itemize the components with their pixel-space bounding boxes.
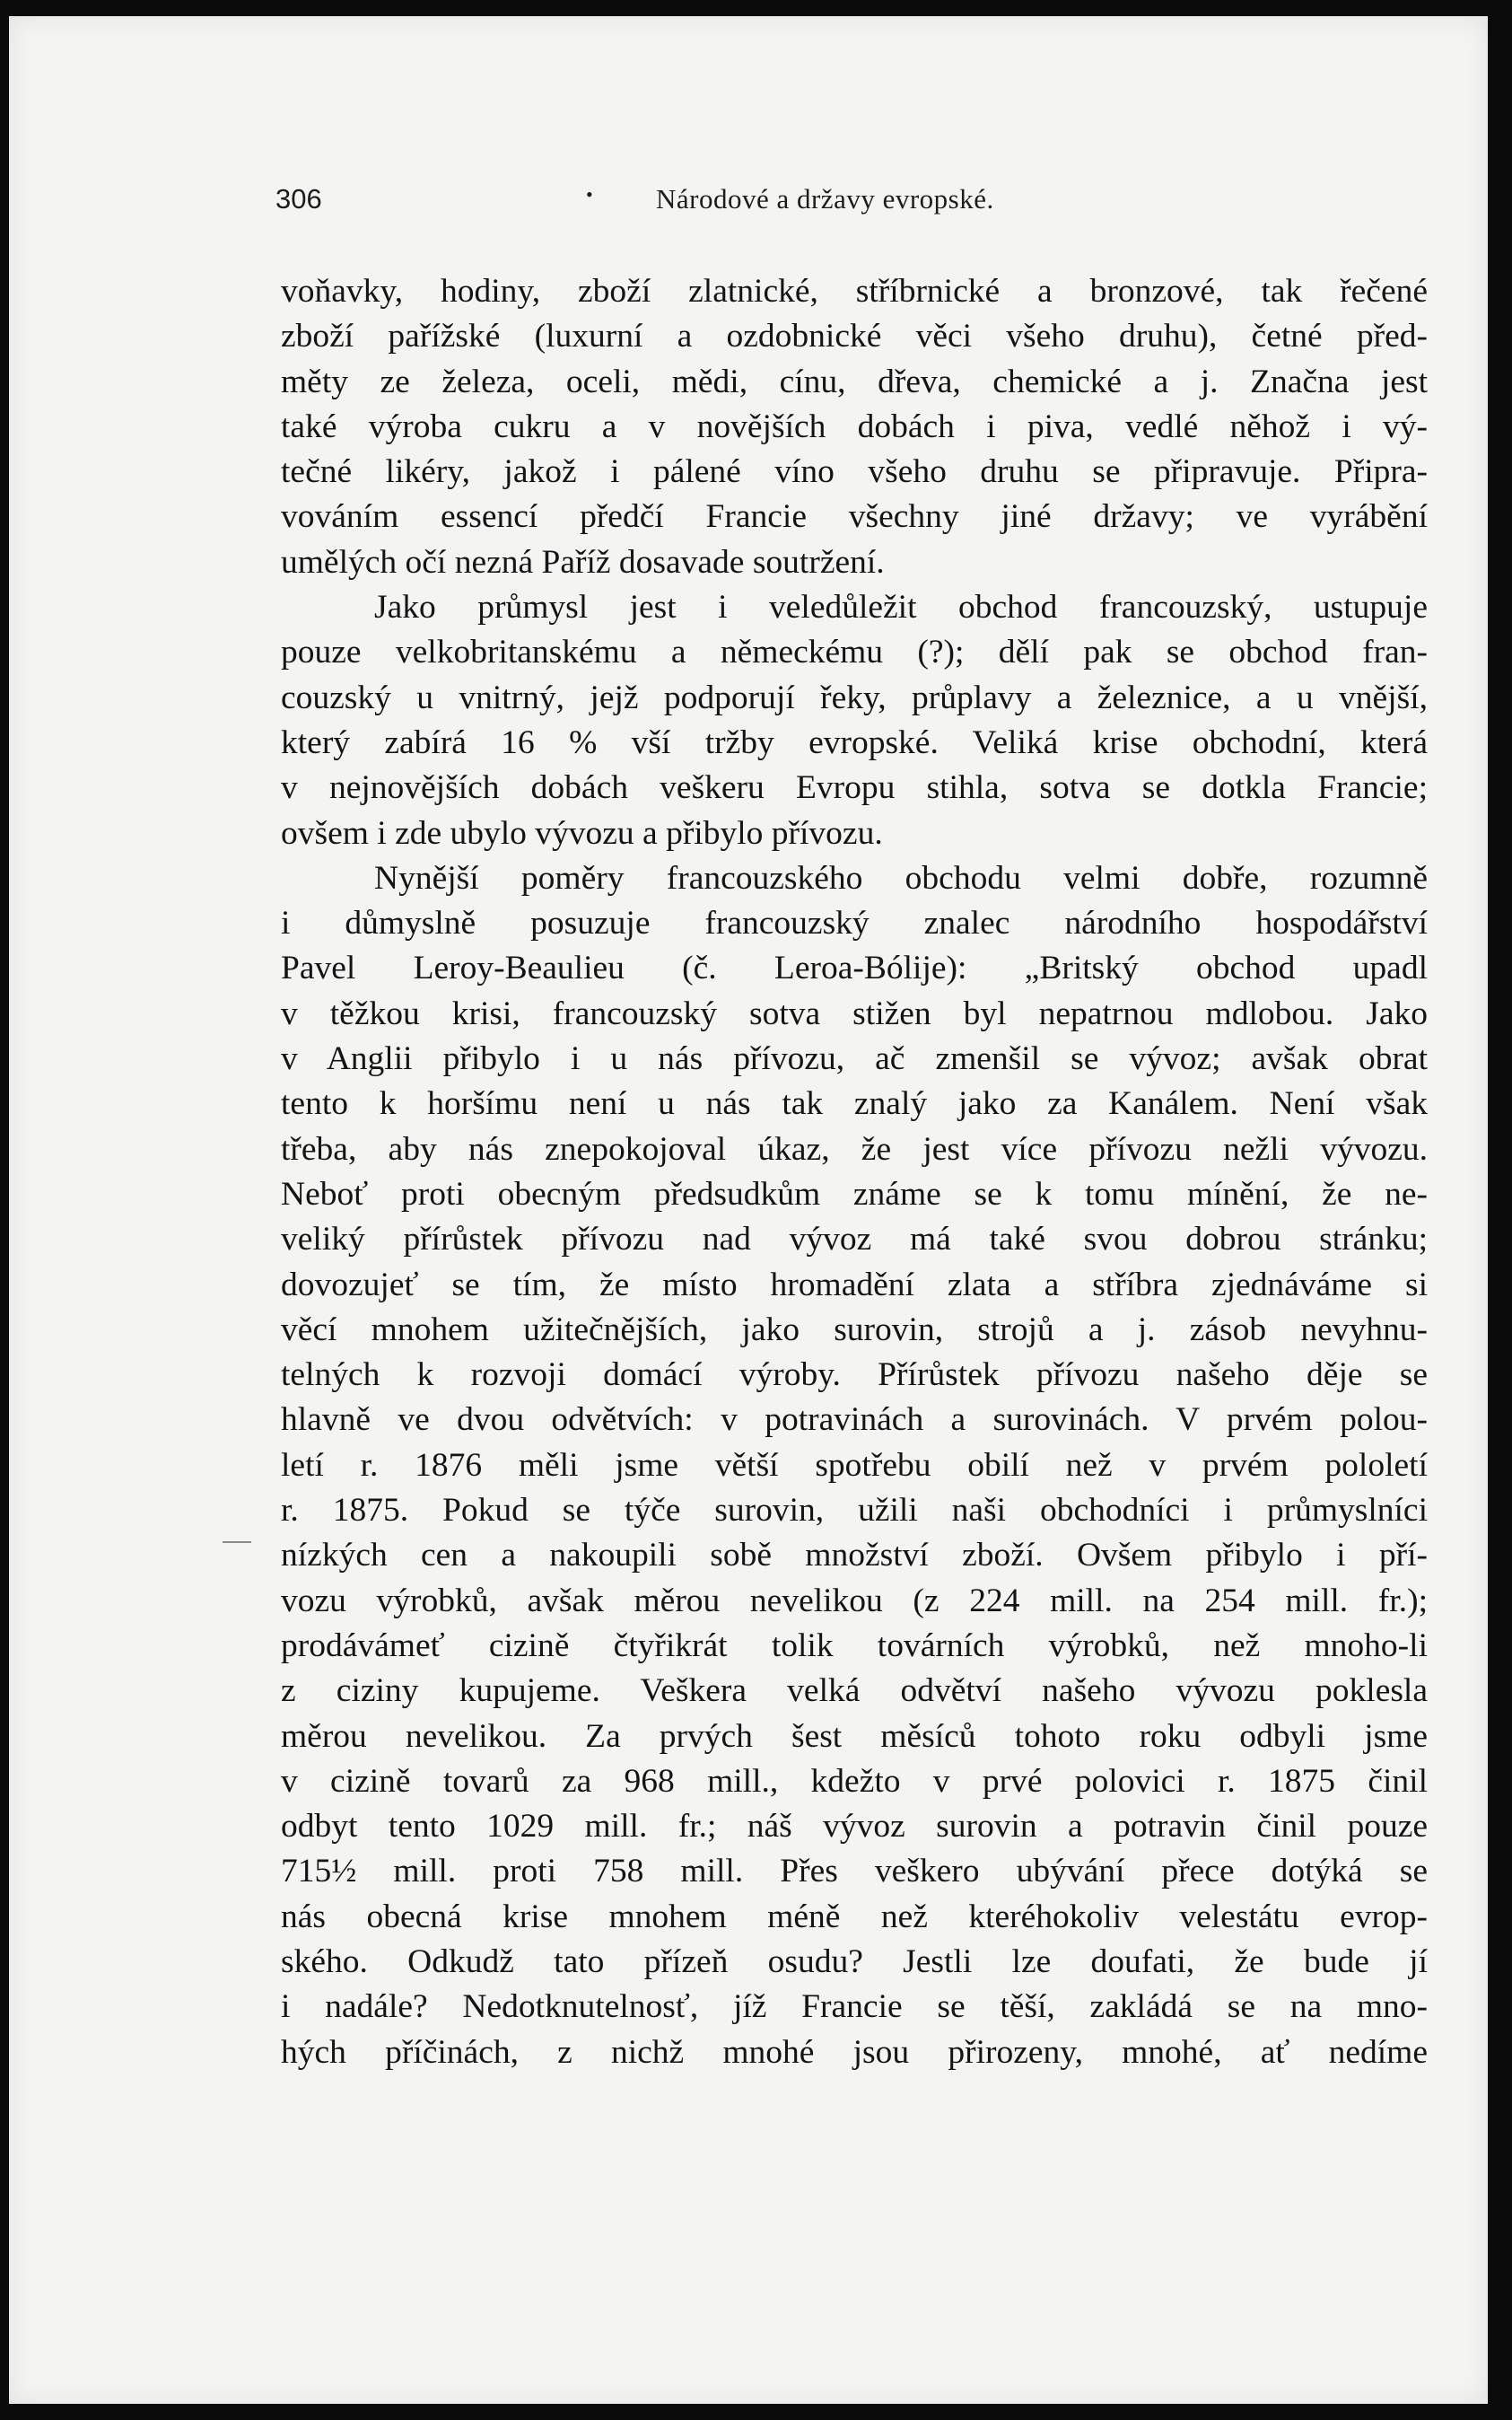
- text-line: telných k rozvoji domácí výroby. Přírůstek přívozu našeho děje se: [281, 1356, 1428, 1394]
- text-line: z ciziny kupujeme. Veškera velká odvětví našeho vývozu poklesla: [281, 1672, 1428, 1710]
- text-line: v těžkou krisi, francouzský sotva stižen byl nepatrnou mdlobou. Jako: [281, 995, 1428, 1032]
- text-line: veliký přírůstek přívozu nad vývoz má také svou dobrou stránku;: [281, 1221, 1428, 1258]
- text-line: v Anglii přibylo i u nás přívozu, ač zmenšil se vývoz; avšak obrat: [281, 1040, 1428, 1078]
- text-line: letí r. 1876 měli jsme větší spotřebu obilí než v prvém pololetí: [281, 1446, 1428, 1484]
- text-line: Neboť proti obecným předsudkům známe se k tomu mínění, že ne-: [281, 1175, 1428, 1213]
- text-line: voňavky, hodiny, zboží zlatnické, stříbrnické a bronzové, tak řečené: [281, 273, 1428, 310]
- text-line: ského. Odkudž tato přízeň osudu? Jestli lze doufati, že bude jí: [281, 1942, 1428, 1980]
- text-line: umělých očí nezná Paříž dosavade soutržení.: [281, 543, 885, 581]
- text-line: měty ze železa, oceli, mědi, cínu, dřeva, chemické a j. Značna jest: [281, 363, 1428, 400]
- margin-mark: [223, 1541, 251, 1543]
- text-line: i nadále? Nedotknutelnosť, jíž Francie se těší, zakládá se na mno-: [281, 1988, 1428, 2026]
- page-number: 306: [275, 183, 322, 215]
- text-line: Pavel Leroy-Beaulieu (č. Leroa-Bólije): „Britský obchod upadl: [281, 950, 1428, 987]
- text-line: dovozujeť se tím, že místo hromadění zlata a stříbra zjednáváme si: [281, 1266, 1428, 1303]
- text-line: prodávámeť cizině čtyřikrát tolik továrních výrobků, než mnoho-li: [281, 1626, 1428, 1664]
- text-line: odbyt tento 1029 mill. fr.; náš vývoz surovin a potravin činil pouze: [281, 1808, 1428, 1846]
- text-line: r. 1875. Pokud se týče surovin, užili naši obchodníci i průmyslníci: [281, 1492, 1428, 1530]
- body-text: [281, 269, 1428, 2075]
- header-mark: •: [586, 183, 593, 206]
- running-title: Národové a državy evropské.: [656, 183, 994, 215]
- text-line: také výroba cukru a v novějších dobách i piva, vedlé něhož i vý-: [281, 408, 1428, 445]
- text-line: v cizině tovarů za 968 mill., kdežto v prvé polovici r. 1875 činil: [281, 1762, 1428, 1800]
- text-line: třeba, aby nás znepokojoval úkaz, že jest více přívozu nežli vývozu.: [281, 1130, 1428, 1168]
- text-line: měrou nevelikou. Za prvých šest měsíců tohoto roku odbyli jsme: [281, 1717, 1428, 1755]
- text-line: 715½ mill. proti 758 mill. Přes veškero ubývání přece dotýká se: [281, 1853, 1428, 1890]
- text-line: nízkých cen a nakoupili sobě množství zboží. Ovšem přibylo i pří-: [281, 1537, 1428, 1574]
- page-header: [275, 183, 1065, 223]
- text-line: tento k horšímu není u nás tak znalý jako za Kanálem. Není však: [281, 1085, 1428, 1123]
- text-line: hlavně ve dvou odvětvích: v potravinách a surovinách. V prvém polou-: [281, 1401, 1428, 1439]
- text-line: i důmyslně posuzuje francouzský znalec národního hospodářství: [281, 905, 1428, 943]
- text-line: ovšem i zde ubylo vývozu a přibylo přívozu.: [281, 814, 883, 852]
- text-line: zboží pařížské (luxurní a ozdobnické věci všeho druhu), četné před-: [281, 318, 1428, 355]
- text-line: couzský u vnitrný, jejž podporují řeky, průplavy a železnice, a u vnější,: [281, 679, 1428, 716]
- text-line: tečné likéry, jakož i pálené víno všeho druhu se připravuje. Připra-: [281, 453, 1428, 491]
- text-line: nás obecná krise mnohem méně než kteréhokoliv velestátu evrop-: [281, 1898, 1428, 1935]
- text-line: hých příčinách, z nichž mnohé jsou přirozeny, mnohé, ať nedíme: [281, 2033, 1428, 2071]
- text-line: pouze velkobritanskému a německému (?); dělí pak se obchod fran-: [281, 634, 1428, 671]
- text-line: vozu výrobků, avšak měrou nevelikou (z 224 mill. na 254 mill. fr.);: [281, 1582, 1428, 1619]
- text-line: který zabírá 16 % vší tržby evropské. Veliká krise obchodní, která: [281, 723, 1428, 761]
- text-line: Nynější poměry francouzského obchodu velmi dobře, rozumně: [374, 859, 1428, 897]
- text-line: Jako průmysl jest i veledůležit obchod francouzský, ustupuje: [374, 589, 1428, 627]
- text-line: věcí mnohem užitečnějších, jako surovin, strojů a j. zásob nevyhnu-: [281, 1311, 1428, 1348]
- text-line: v nejnovějších dobách veškeru Evropu stihla, sotva se dotkla Francie;: [281, 769, 1428, 807]
- text-line: vováním essencí předčí Francie všechny jiné državy; ve vyrábění: [281, 498, 1428, 536]
